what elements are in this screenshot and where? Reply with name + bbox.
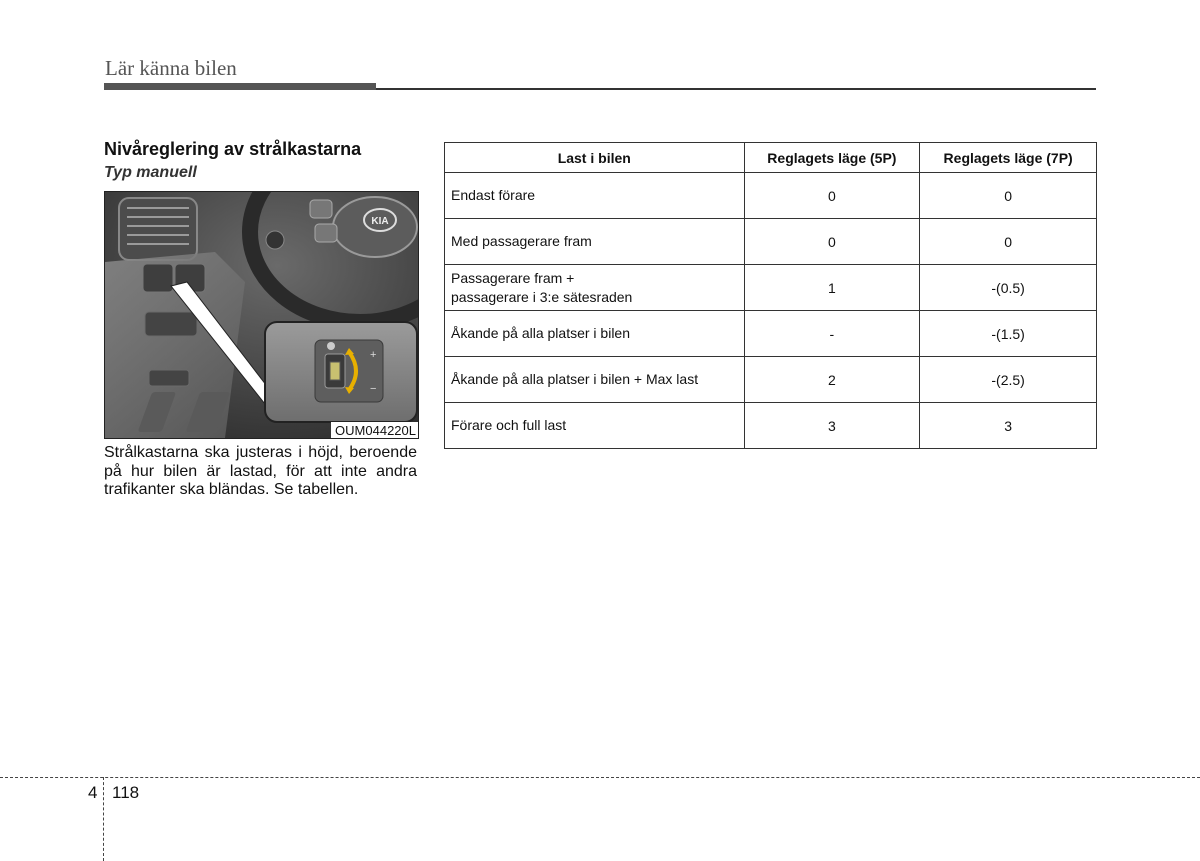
section-heading: Nivåreglering av strålkastarna (104, 139, 362, 159)
header-position-7p: Reglagets läge (7P) (920, 143, 1097, 173)
chapter-title: Lär känna bilen (105, 56, 237, 80)
load-line: passagerare i 3:e sätesraden (451, 288, 633, 305)
table-row (445, 357, 1097, 403)
header-rule-thick (104, 83, 376, 90)
svg-text:+: + (370, 349, 377, 361)
position-7p-cell: -(0.5) (920, 265, 1097, 311)
table-row (445, 219, 1097, 265)
body-paragraph: Strålkastarna ska justeras i höjd, beroende på hur bilen är lastad, för att inte andra trafikanter ska bländas. Se tabellen. (104, 444, 417, 498)
position-5p-cell: 3 (744, 403, 920, 449)
position-7p-cell: 3 (920, 403, 1097, 449)
position-7p-cell: -(1.5) (920, 311, 1097, 357)
footer-vertical-divider (103, 777, 104, 861)
position-7p-cell: 0 (920, 173, 1097, 219)
footer-divider (0, 777, 1200, 778)
load-cell: Förare och full last (445, 403, 745, 449)
load-cell (445, 265, 745, 311)
table-row (445, 311, 1097, 357)
table-row (445, 403, 1097, 449)
position-7p-cell: -(2.5) (920, 357, 1097, 403)
dashboard-illustration (105, 192, 418, 438)
position-5p-cell: 1 (744, 265, 920, 311)
svg-text:−: − (370, 383, 377, 395)
table-row (445, 265, 1097, 311)
load-line: Passagerare fram + (451, 269, 575, 286)
position-5p-cell: 0 (744, 173, 920, 219)
header-position-5p: Reglagets läge (5P) (744, 143, 920, 173)
table-header-row (445, 143, 1097, 173)
section-subheading: Typ manuell (104, 164, 197, 181)
figure-code: OUM044220L (331, 422, 418, 438)
load-cell: Med passagerare fram (445, 219, 745, 265)
header-load: Last i bilen (445, 143, 745, 173)
position-5p-cell: - (744, 311, 920, 357)
position-5p-cell: 0 (744, 219, 920, 265)
position-5p-cell: 2 (744, 357, 920, 403)
chapter-number: 4 (88, 783, 98, 802)
load-cell: Endast förare (445, 173, 745, 219)
page-number: 118 (112, 783, 140, 802)
header-rule-thin (376, 88, 1096, 90)
load-cell: Åkande på alla platser i bilen (445, 311, 745, 357)
position-7p-cell: 0 (920, 219, 1097, 265)
headlight-leveling-figure (104, 191, 419, 439)
load-position-table (444, 142, 1097, 449)
table-row (445, 173, 1097, 219)
load-cell: Åkande på alla platser i bilen + Max last (445, 357, 745, 403)
brand-logo: KIA (371, 216, 389, 227)
